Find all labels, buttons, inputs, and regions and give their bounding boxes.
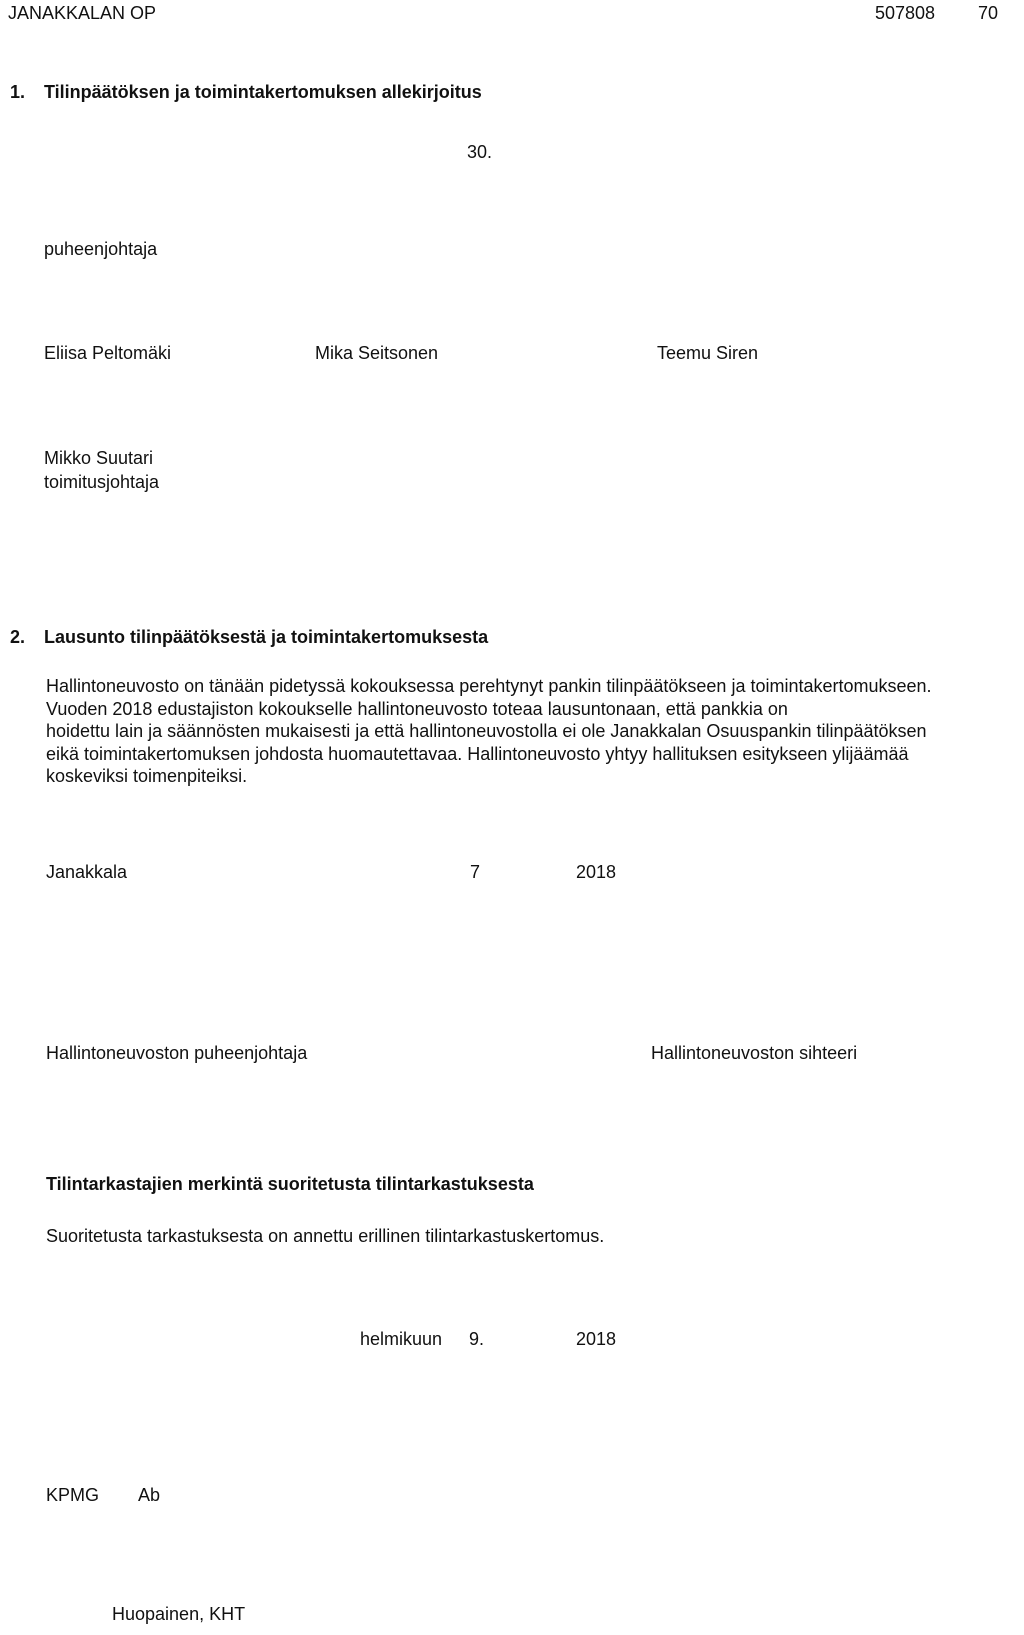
signing-date-day: 30. [467, 142, 493, 162]
chair-signature-label: Hallintoneuvoston puheenjohtaja [46, 1043, 308, 1063]
paragraph-line: eikä toimintakertomuksen johdosta huomautettavaa. Hallintoneuvosto yhtyy hallituksen esitykseen ylijäämää [46, 743, 909, 764]
paragraph-line: hoidettu lain ja säännösten mukaisesti ja että hallintoneuvostolla ei ole Janakkalan Osuuspankin tilinpäätöksen [46, 721, 927, 742]
audit-section-title: Tilintarkastajien merkintä suoritetusta tilintarkastuksesta [46, 1174, 534, 1194]
audit-firm-suffix: Ab [138, 1485, 161, 1505]
audit-statement: Suoritetusta tarkastuksesta on annettu erillinen tilintarkastuskertomus. [46, 1226, 605, 1246]
signatory-name: Mika Seitsonen [315, 343, 439, 363]
document-code: 507808 [875, 3, 936, 23]
section-2-title: Lausunto tilinpäätöksestä ja toimintakertomuksesta [44, 627, 489, 647]
section-1-number: 1. [10, 82, 26, 102]
paragraph-line: Vuoden 2018 edustajiston kokoukselle hallintoneuvosto toteaa lausuntonaan, että pankkia on [46, 698, 788, 719]
company-name: JANAKKALAN OP [8, 3, 157, 23]
auditor-name: Huopainen, KHT [112, 1604, 246, 1624]
signatory-name: Eliisa Peltomäki [44, 343, 172, 363]
signatory-name: Teemu Siren [657, 343, 759, 363]
audit-date-day: 9. [469, 1329, 485, 1349]
paragraph-line: Hallintoneuvosto on tänään pidetyssä kokouksessa perehtynyt pankin tilinpäätökseen ja toimintakertomukseen. [46, 676, 932, 696]
audit-firm-name: KPMG [46, 1485, 100, 1505]
audit-date-year: 2018 [576, 1329, 617, 1349]
ceo-role: toimitusjohtaja [44, 472, 160, 492]
page-number: 70 [978, 3, 999, 23]
secretary-signature-label: Hallintoneuvoston sihteeri [651, 1043, 858, 1063]
paragraph-line: koskeviksi toimenpiteiksi. [46, 766, 248, 787]
chair-role-label: puheenjohtaja [44, 239, 158, 259]
statement-date-year: 2018 [576, 862, 617, 882]
statement-date-day: 7 [470, 862, 481, 882]
audit-date-month: helmikuun [360, 1329, 443, 1349]
place-name: Janakkala [46, 862, 128, 882]
ceo-name: Mikko Suutari [44, 448, 154, 468]
statement-paragraph [46, 675, 1024, 788]
section-2-number: 2. [10, 627, 26, 647]
section-1-title: Tilinpäätöksen ja toimintakertomuksen allekirjoitus [44, 82, 482, 102]
